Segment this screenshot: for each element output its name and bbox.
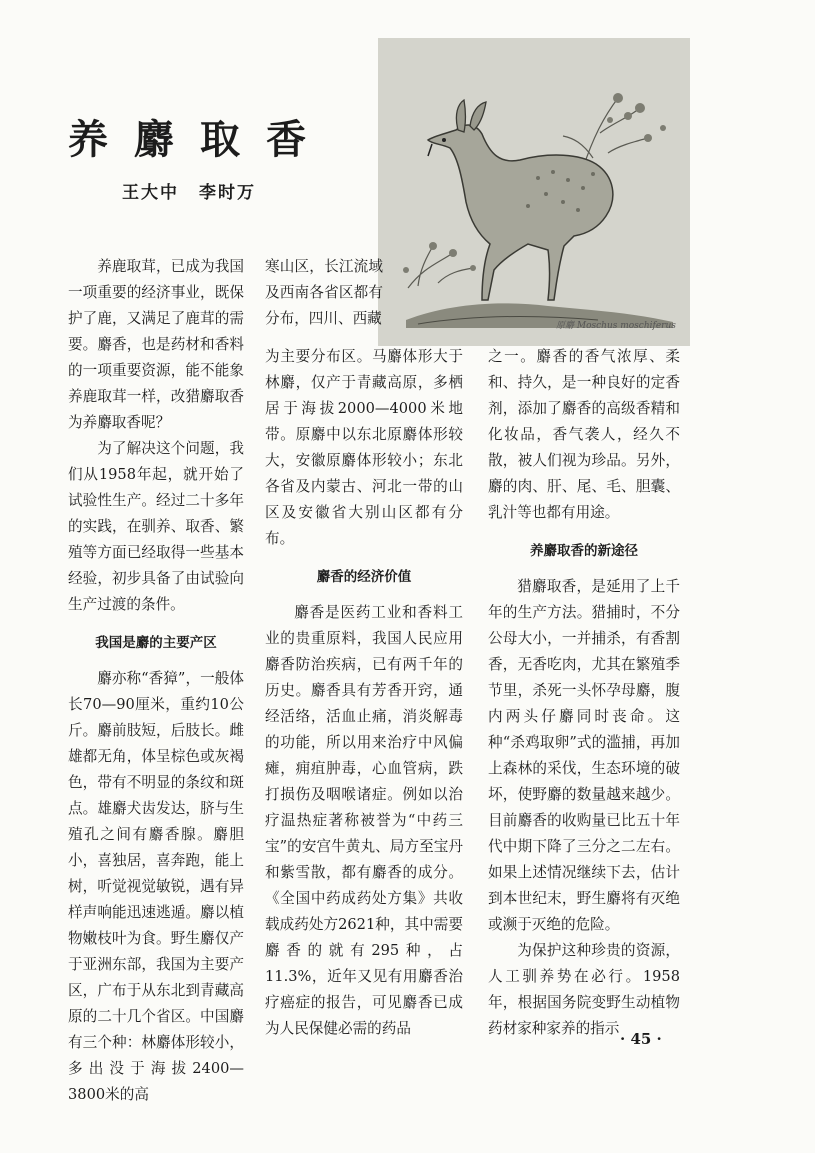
paragraph: 寒山区，长江流域及西南各省区都有分布，四川、西藏 (265, 258, 383, 327)
musk-deer-illustration (378, 38, 690, 346)
column-2 (265, 344, 463, 1042)
article-title: 养麝取香 (68, 116, 332, 163)
column-3 (488, 344, 680, 1042)
section-heading: 麝香的经济价值 (316, 569, 412, 585)
illustration-caption: 原麝 Moschus moschiferus (556, 321, 676, 331)
paragraph: 为了解决这个问题，我们从1958年起，就开始了试验性生产。经过二十多年的实践，在驯养、取香、繁殖等方面已经取得一些基本经验，初步具备了由试验向生产过渡的条件。 (68, 440, 244, 613)
paragraph: 养鹿取茸，已成为我国一项重要的经济事业，既保护了鹿，又满足了鹿茸的需要。麝香，也是药材和香料的一项重要资源，能不能象养鹿取茸一样，改猎麝取香为养麝取香呢？ (68, 258, 244, 431)
paragraph: 为保护这种珍贵的资源，人工驯养势在必行。1958年，根据国务院变野生动植物药材家种家养的指示 (488, 942, 680, 1037)
paragraph: 麝亦称“香獐”，一般体长70—90厘米，重约10公斤。麝前肢短，后肢长。雌雄都无角，体呈棕色或灰褐色，带有不明显的条纹和斑点。雄麝犬齿发达，脐与生殖孔之间有麝香腺。麝胆小，喜独居，喜奔跑，能上树，听觉视觉敏锐，遇有异样声响能迅速逃遁。麝以植物嫩枝叶为食。野生麝仅产于亚洲东部，我国为主要产区，广布于从东北到青藏高原的二十几个省区。中国麝有三个种：林麝体形较小，多出没于海拔2400—3800米的高 (68, 670, 244, 1103)
paragraph: 麝香是医药工业和香料工业的贵重原料，我国人民应用麝香防治疾病，已有两千年的历史。麝香具有芳香开窍，通经活络，活血止痛，消炎解毒的功能，所以用来治疗中风偏瘫，痈疽肿毒，心血管病，跌打损伤及咽喉诸症。例如以治疗温热症著称被誉为“中药三宝”的安宫牛黄丸、局方至宝丹和紫雪散，都有麝香的成分。《全国中药成药处方集》共收载成药处方2621种，其中需要麝香的就有295种，占11.3%，近年又见有用麝香治疗癌症的报告，可见麝香已成为人民保健必需的药品 (265, 604, 463, 1037)
article-authors (122, 178, 276, 203)
paragraph: 猎麝取香，是延用了上千年的生产方法。猎捕时，不分公母大小，一并捕杀，有香割香，无香吃肉，尤其在繁殖季节里，杀死一头怀孕母麝，腹内两头仔麝同时丧命。这种“杀鸡取卵”式的滥捕，再加上森林的采伐，生态环境的破坏，使野麝的数量越来越少。目前麝香的收购量已比五十年代中期下降了三分之二左右。如果上述情况继续下去，估计到本世纪末，野生麝将有灭绝或濒于灭绝的危险。 (488, 578, 680, 933)
column-2-top (265, 254, 383, 332)
paragraph: 之一。麝香的香气浓厚、柔和、持久，是一种良好的定香剂，添加了麝香的高级香精和化妆品，香气袭人，经久不散，被人们视为珍品。另外，麝的肉、肝、尾、毛、胆囊、乳汁等也都有用途。 (488, 348, 680, 521)
musk-deer-drawing (378, 38, 690, 346)
page-number: · 45 · (620, 1030, 662, 1048)
author-name: 李时万 (199, 183, 256, 203)
section-heading: 养麝取香的新途径 (530, 543, 638, 559)
paragraph: 为主要分布区。马麝体形大于林麝，仅产于青藏高原，多栖居于海拔2000—4000米地带。原麝中以东北原麝体形较大，安徽原麝体形较小；东北各省及内蒙古、河北一带的山区及安徽省大别山区都有分布。 (265, 348, 463, 547)
author-name: 王大中 (122, 183, 179, 203)
column-1 (68, 254, 244, 1108)
section-heading: 我国是麝的主要产区 (95, 635, 217, 651)
